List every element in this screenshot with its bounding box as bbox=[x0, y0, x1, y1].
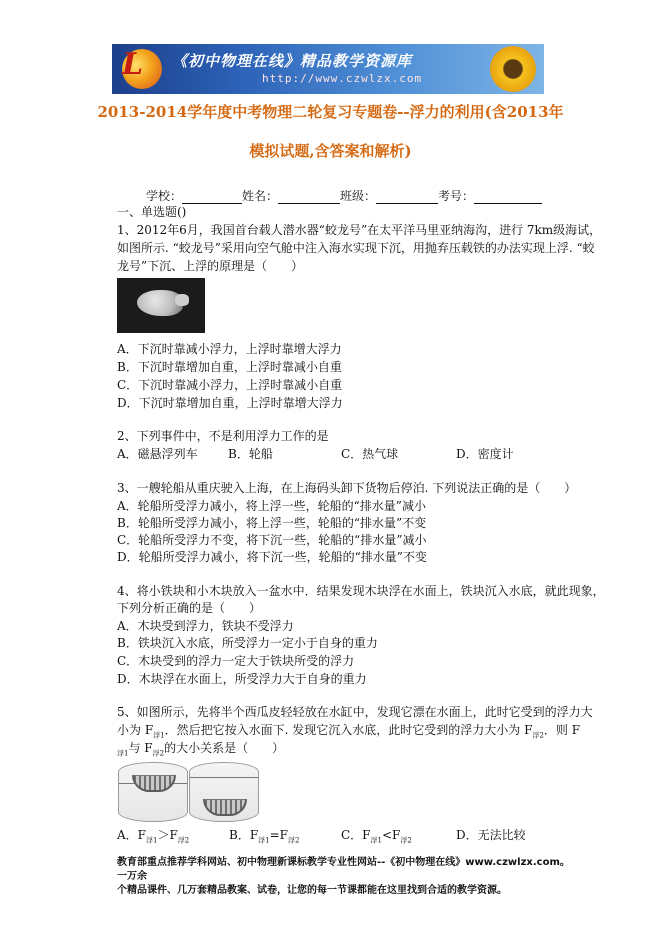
q1-option-b: B．下沉时靠增加自重，上浮时靠减小自重 bbox=[117, 360, 342, 374]
school-label: 学校： bbox=[146, 189, 183, 203]
q1-line-3: 龙号”下沉、上浮的原理是（ ） bbox=[117, 259, 304, 273]
q1-line-2: 如图所示. “蛟龙号”采用向空气舱中注入海水实现下沉，用抛弃压载铁的办法实现上浮. “蛟 bbox=[117, 241, 595, 255]
q4-line-1: 4、将小铁块和小木块放入一盆水中．结果发现木块浮在水面上，铁块沉入水底，就此现象， bbox=[117, 584, 605, 598]
q4-option-c: C．木块受到的浮力一定大于铁块所受的浮力 bbox=[117, 654, 355, 668]
q3-line-1: 3、一艘轮船从重庆驶入上海，在上海码头卸下货物后停泊. 下列说法正确的是（ ） bbox=[117, 481, 577, 495]
q5-line-1: 5、如图所示，先将半个西瓜皮轻轻放在水缸中，发现它漂在水面上，此时它受到的浮力大 bbox=[117, 705, 593, 719]
q4-option-d: D．木块浮在水面上，所受浮力大于自身的重力 bbox=[117, 672, 367, 686]
footer-note bbox=[117, 856, 577, 898]
q3-option-b: B．轮船所受浮力减小，将上浮一些，轮船的“排水量”不变 bbox=[117, 516, 427, 530]
q5-option-d: D．无法比较 bbox=[456, 828, 526, 842]
school-blank bbox=[182, 191, 242, 204]
class-label: 班级： bbox=[340, 189, 377, 203]
q4-line-2: 下列分析正确的是（ ） bbox=[117, 601, 262, 615]
section-heading: 一、单选题() bbox=[117, 205, 187, 219]
student-info-row bbox=[146, 187, 542, 204]
q3-option-c: C．轮船所受浮力不变，将下沉一些，轮船的“排水量”减小 bbox=[117, 533, 427, 547]
logo-mark-icon: L bbox=[122, 47, 144, 82]
banner-title: 《初中物理在线》精品教学资源库 bbox=[172, 52, 413, 70]
footer-line-1: 教育部重点推荐学科网站、初中物理新课标教学专业性网站--《初中物理在线》www.czwlzx.com。一万余 bbox=[117, 857, 570, 882]
footer-line-2: 个精品课件、几万套精品教案、试卷，让您的每一节课都能在这里找到合适的教学资源。 bbox=[117, 885, 507, 896]
q2-option-b: B．轮船 bbox=[228, 447, 273, 461]
q3-option-a: A．轮船所受浮力减小，将上浮一些，轮船的“排水量”减小 bbox=[117, 499, 426, 513]
class-blank bbox=[376, 191, 438, 204]
q4-option-a: A．木块受到浮力，铁块不受浮力 bbox=[117, 619, 294, 633]
q5-option-a: A．$F_{浮1}>F_{浮2}$ bbox=[117, 828, 190, 845]
q5-line-3: $_{浮1}$与 $F_{浮2}$的大小关系是（ ） bbox=[117, 741, 285, 758]
q5-line-2: 小为 $F_{浮1}$．然后把它按入水面下. 发现它沉入水底，此时它受到的浮力大小为 $F_{浮2}$．则 F bbox=[117, 723, 581, 740]
q2-option-c: C．热气球 bbox=[341, 447, 399, 461]
header-banner bbox=[112, 44, 544, 94]
exam-number-blank bbox=[474, 191, 542, 204]
q1-option-a: A．下沉时靠减小浮力，上浮时靠增大浮力 bbox=[117, 342, 342, 356]
q5-option-c: C．$F_{浮1}<F_{浮2}$ bbox=[341, 828, 412, 845]
melon-rind-floating-icon bbox=[132, 775, 176, 792]
q1-line-1: 1、2012年6月，我国首台载人潜水器“蛟龙号”在太平洋马里亚纳海沟，进行 7km级海试， bbox=[117, 223, 602, 237]
q4-option-b: B．铁块沉入水底，所受浮力一定小于自身的重力 bbox=[117, 636, 378, 650]
q5-option-b: B．$F_{浮1}=F_{浮2}$ bbox=[229, 828, 300, 845]
name-label: 姓名： bbox=[242, 189, 279, 203]
exam-number-label: 考号： bbox=[438, 189, 475, 203]
name-blank bbox=[278, 191, 340, 204]
sunflower-icon bbox=[490, 46, 536, 92]
q1-option-c: C．下沉时靠减小浮力，上浮时靠减小自重 bbox=[117, 378, 343, 392]
q2-line-1: 2、下列事件中，不是利用浮力工作的是 bbox=[117, 429, 329, 443]
document-title-line-2: 模拟试题,含答案和解析) bbox=[249, 142, 412, 160]
q2-option-d: D．密度计 bbox=[456, 447, 514, 461]
submarine-photo bbox=[117, 278, 205, 333]
q3-option-d: D．轮船所受浮力减小，将下沉一些，轮船的“排水量”不变 bbox=[117, 550, 427, 564]
q1-option-d: D．下沉时靠增加自重，上浮时靠增大浮力 bbox=[117, 396, 343, 410]
document-title-line-1: 2013-2014学年度中考物理二轮复习专题卷--浮力的利用(含2013年 bbox=[97, 103, 564, 121]
melon-rind-sunk-icon bbox=[203, 799, 247, 816]
water-tank-floating-figure bbox=[118, 762, 188, 822]
water-tank-sunk-figure bbox=[189, 762, 259, 822]
q2-option-a: A．磁悬浮列车 bbox=[117, 447, 198, 461]
banner-url: http://www.czwlzx.com bbox=[262, 72, 423, 85]
